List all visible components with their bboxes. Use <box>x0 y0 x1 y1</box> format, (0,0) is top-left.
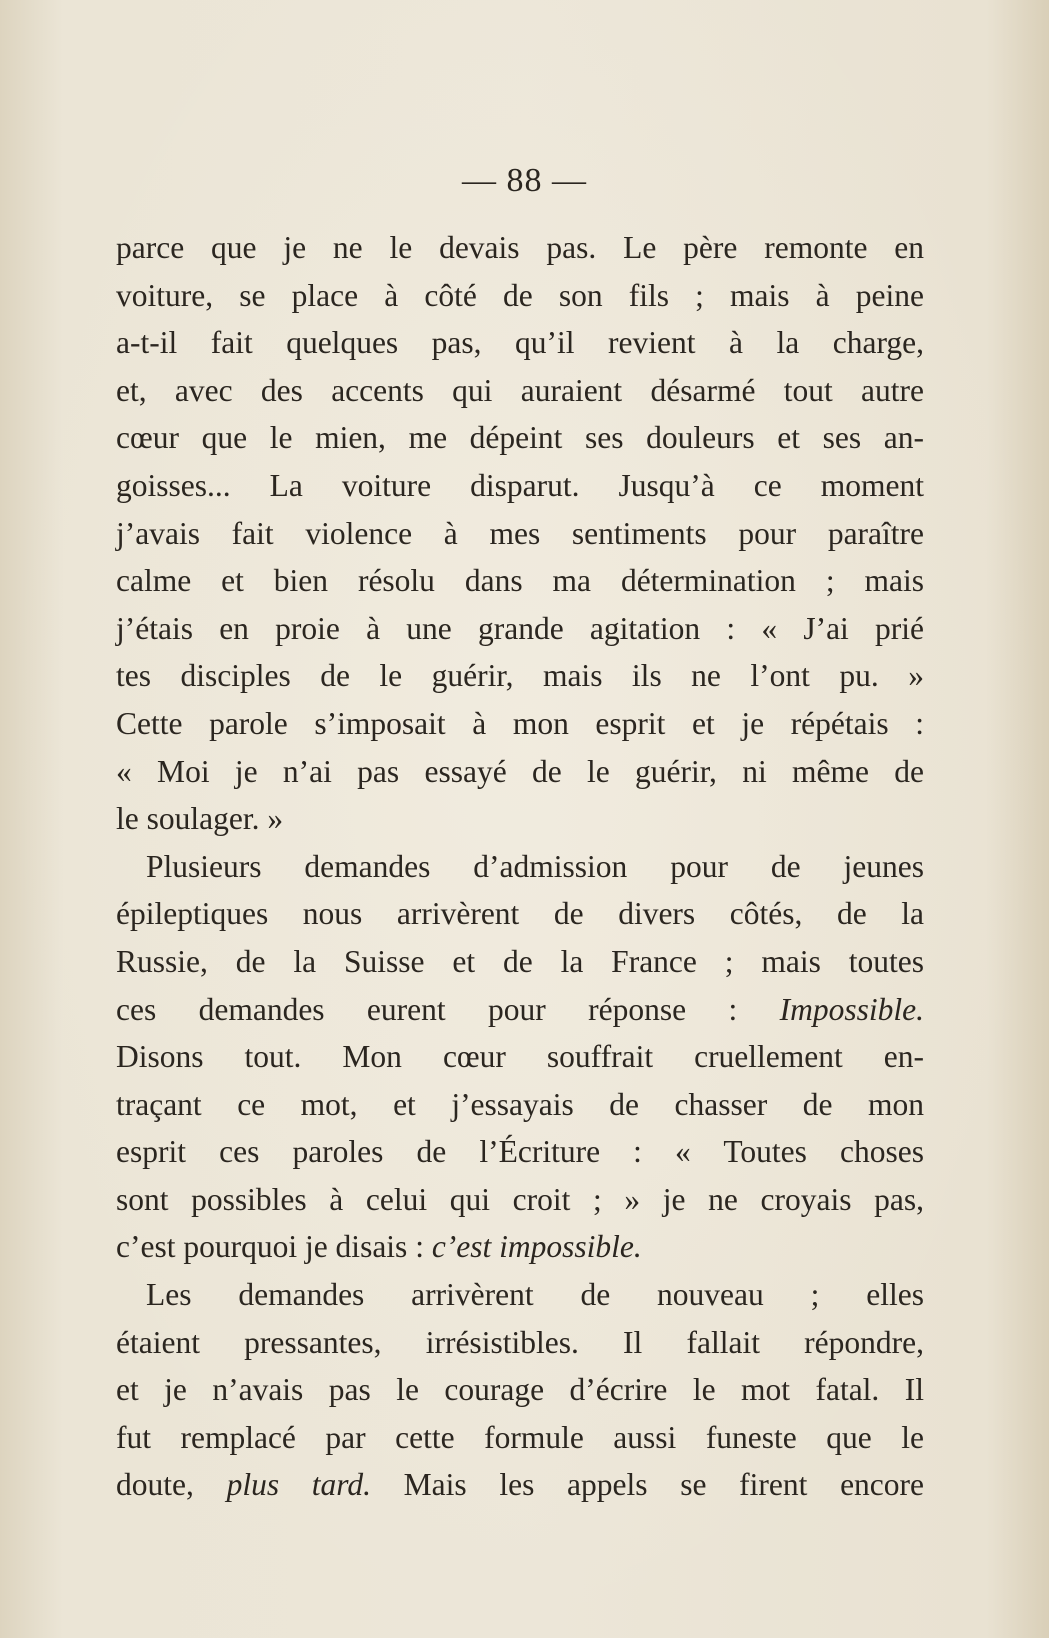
text-line <box>116 795 924 843</box>
text-segment: cœur que le mien, me dépeint ses douleurs et ses an- <box>116 420 924 456</box>
text-segment: et je n’avais pas le courage d’écrire le mot fatal. Il <box>116 1372 924 1408</box>
text-segment: sont possibles à celui qui croit ; » je ne croyais pas, <box>116 1181 924 1217</box>
text-line <box>116 1081 924 1129</box>
text-line <box>116 1366 924 1414</box>
page-number: — 88 — <box>462 162 587 199</box>
text-segment: a-t-il fait quelques pas, qu’il revient à la charge, <box>116 325 924 361</box>
text-segment: Les demandes arrivèrent de nouveau ; elles <box>146 1277 924 1313</box>
text-line <box>116 367 924 415</box>
text-segment: Mais les appels se firent encore <box>370 1467 924 1503</box>
text-line <box>116 224 924 272</box>
text-line <box>116 1461 924 1509</box>
text-line <box>116 700 924 748</box>
text-segment: voiture, se place à côté de son fils ; mais à peine <box>116 277 924 313</box>
text-line <box>116 510 924 558</box>
text-segment: Disons tout. Mon cœur souffrait cruellement en- <box>116 1039 924 1075</box>
text-segment: tes disciples de le guérir, mais ils ne l’ont pu. » <box>116 658 924 694</box>
text-line <box>116 1176 924 1224</box>
text-segment: parce que je ne le devais pas. Le père remonte en <box>116 230 924 265</box>
text-line <box>116 414 924 462</box>
italic-text: Impossible. <box>779 991 924 1027</box>
text-line <box>116 890 924 938</box>
text-line <box>116 652 924 700</box>
body-text <box>116 224 924 1509</box>
text-segment: c’est pourquoi je disais : <box>116 1229 432 1265</box>
text-segment: étaient pressantes, irrésistibles. Il fallait répondre, <box>116 1324 924 1360</box>
text-line <box>116 1414 924 1462</box>
text-line <box>116 1128 924 1176</box>
text-segment: goisses... La voiture disparut. Jusqu’à ce moment <box>116 467 924 503</box>
text-segment: j’étais en proie à une grande agitation : « J’ai prié <box>116 610 924 646</box>
text-segment: traçant ce mot, et j’essayais de chasser de mon <box>116 1086 924 1122</box>
text-segment: Cette parole s’imposait à mon esprit et je répétais : <box>116 705 924 741</box>
text-line <box>116 748 924 796</box>
text-segment: j’avais fait violence à mes sentiments pour paraître <box>116 515 924 551</box>
text-line <box>116 1319 924 1367</box>
text-line <box>116 605 924 653</box>
text-segment: le soulager. » <box>116 801 284 837</box>
italic-text: plus tard. <box>226 1467 371 1503</box>
text-segment: Plusieurs demandes d’admission pour de jeunes <box>146 848 924 884</box>
text-segment: ces demandes eurent pour réponse : <box>116 991 780 1027</box>
text-line <box>116 557 924 605</box>
text-segment: calme et bien résolu dans ma détermination ; mais <box>116 563 924 599</box>
text-line <box>116 938 924 986</box>
text-line <box>116 272 924 320</box>
text-line <box>116 1033 924 1081</box>
text-line <box>116 1271 924 1319</box>
text-segment: doute, <box>116 1467 227 1503</box>
text-segment: épileptiques nous arrivèrent de divers côtés, de la <box>116 896 924 932</box>
text-line <box>116 462 924 510</box>
text-segment: « Moi je n’ai pas essayé de le guérir, ni même de <box>116 753 924 789</box>
text-line <box>116 843 924 891</box>
text-segment: fut remplacé par cette formule aussi funeste que le <box>116 1419 924 1455</box>
italic-text: c’est impossible. <box>431 1229 642 1265</box>
text-segment: et, avec des accents qui auraient désarmé tout autre <box>116 372 924 408</box>
text-segment: esprit ces paroles de l’Écriture : « Toutes choses <box>116 1134 924 1170</box>
text-line <box>116 1223 924 1271</box>
text-line <box>116 986 924 1034</box>
text-line <box>116 319 924 367</box>
text-segment: Russie, de la Suisse et de la France ; mais toutes <box>116 943 924 979</box>
